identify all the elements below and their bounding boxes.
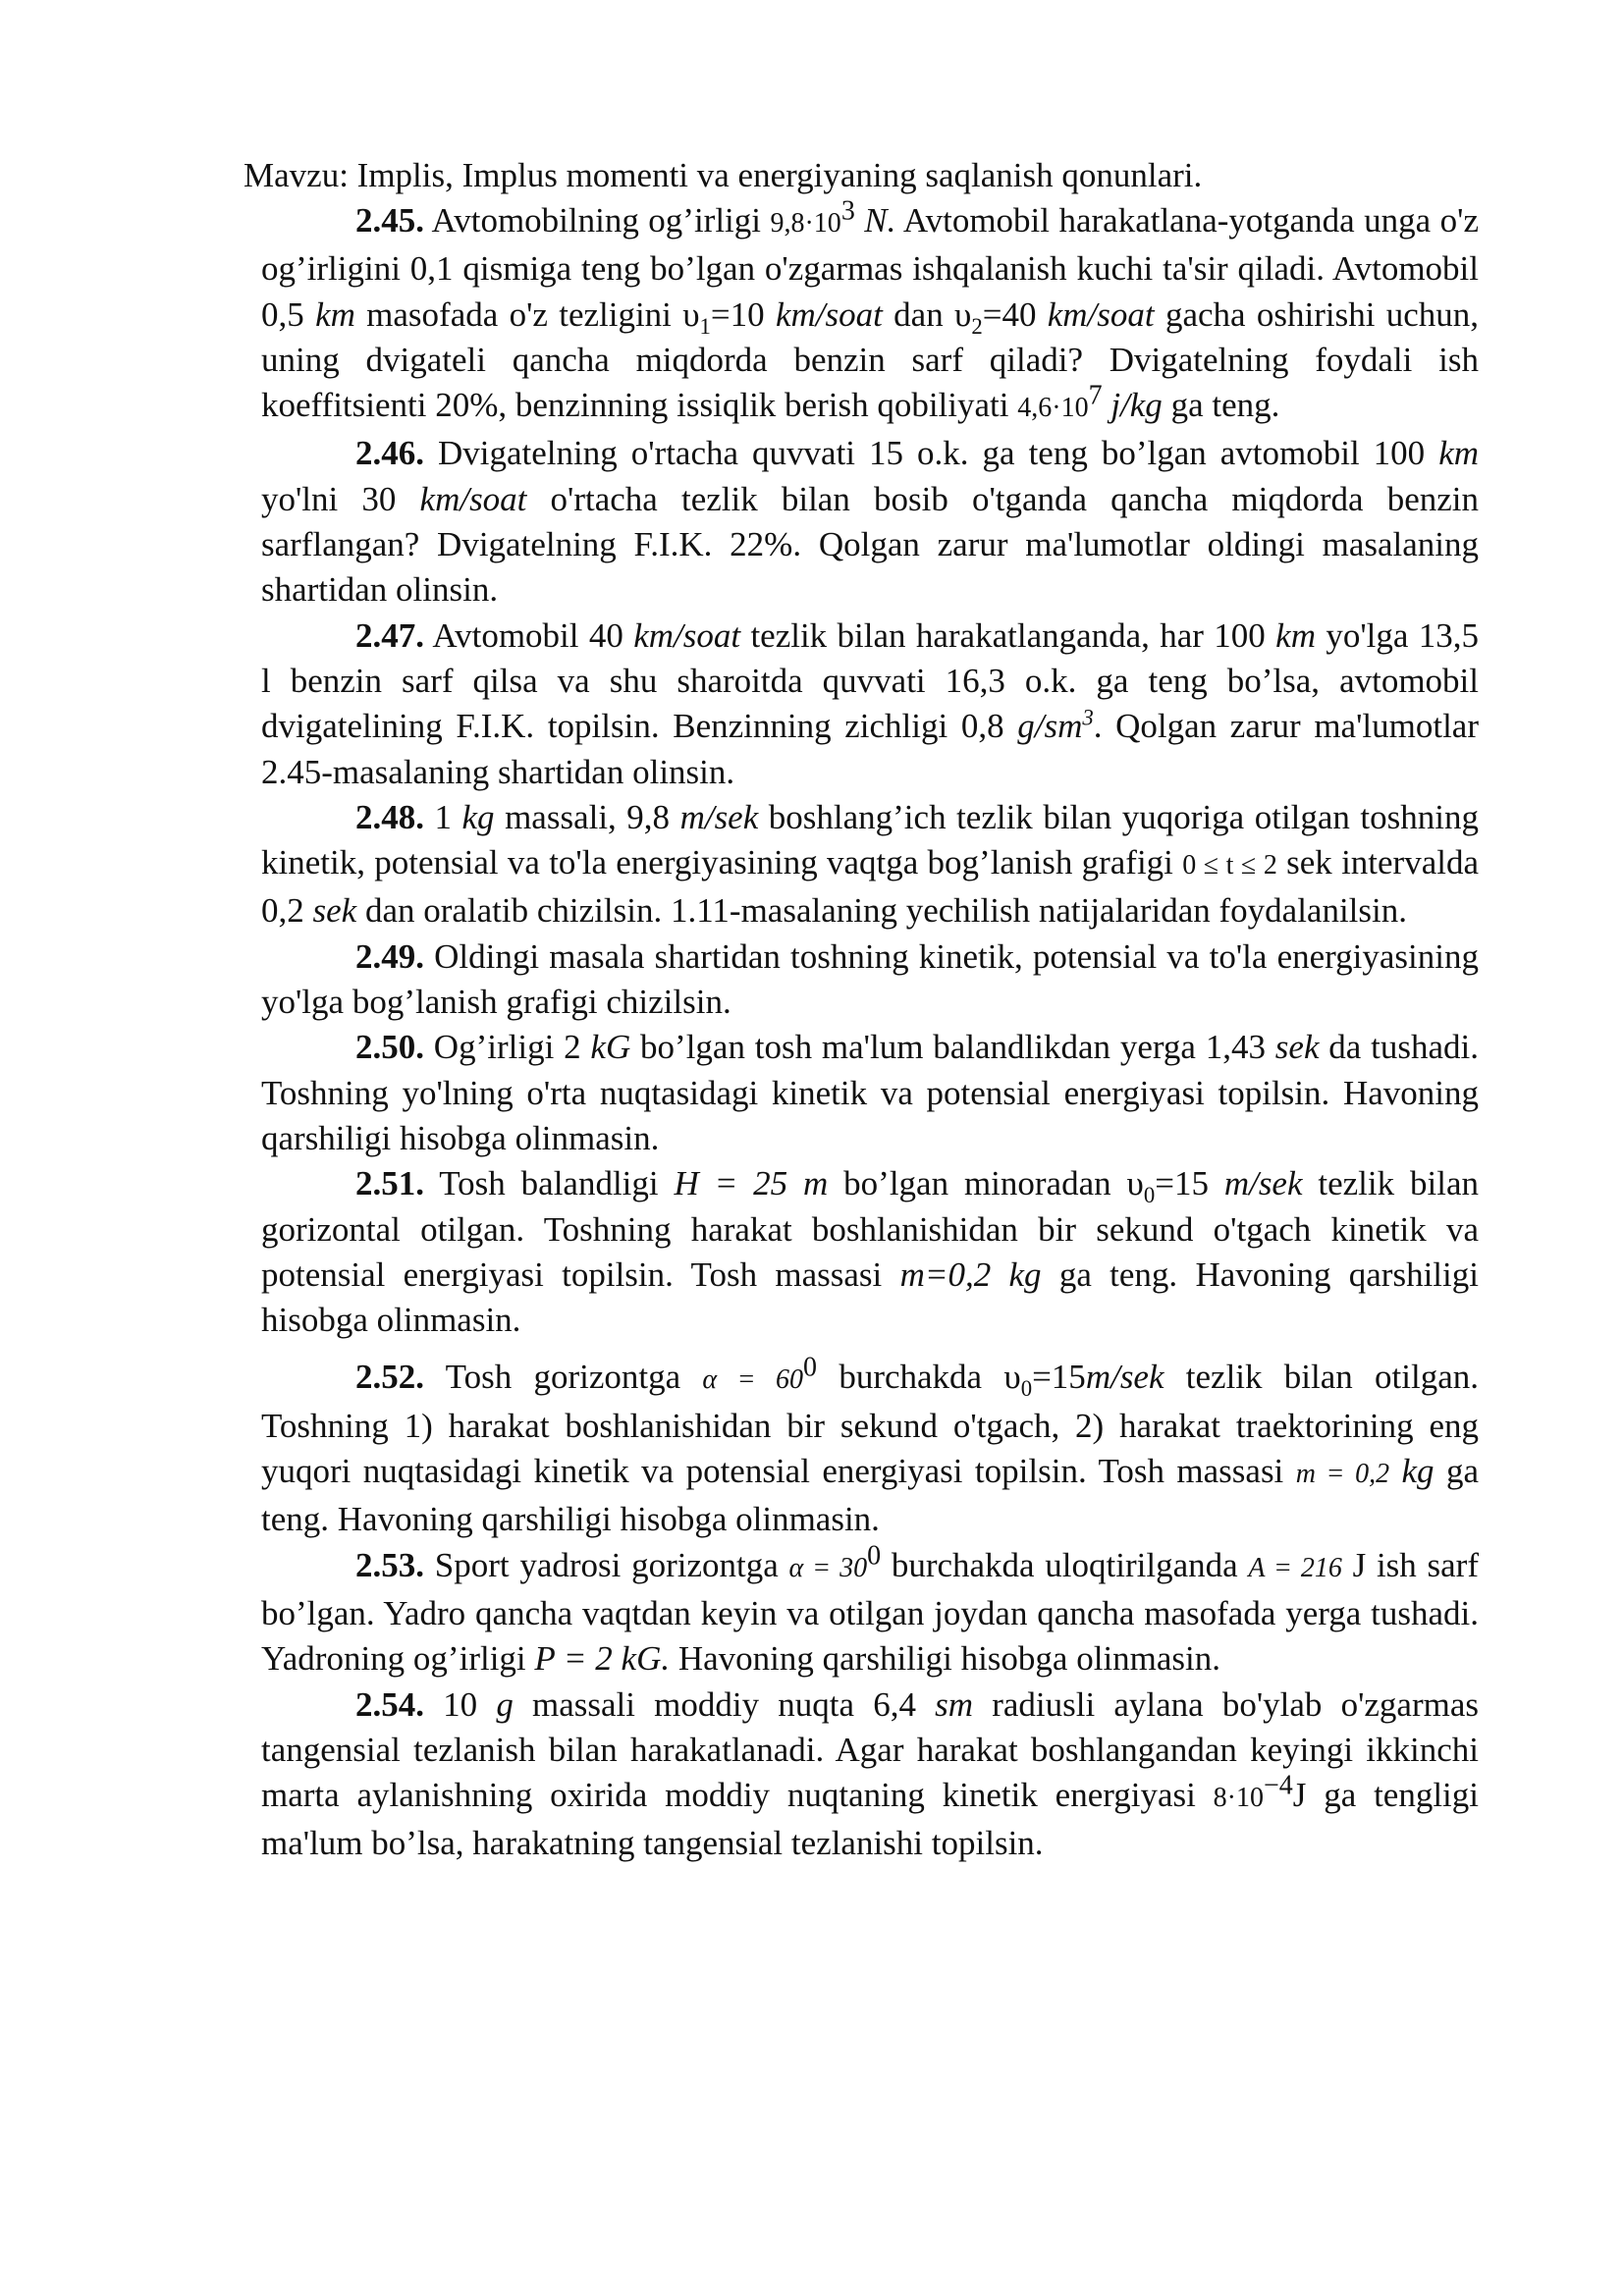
problem-number: 2.53. [355, 1545, 424, 1584]
problem-number: 2.46. [355, 434, 424, 473]
problem-number: 2.48. [355, 797, 424, 836]
problem-number: 2.45. [355, 201, 424, 240]
problem-2-47: 2.47. Avtomobil 40 km/soat tezlik bilan harakatlanganda, har 100 km yo'lga 13,5 l benzin sarf qilsa va shu sharoitda quvvati 16,3 o.k. ga teng bo’lsa, avtomobil dvigatelining F.I.K. topilsin. Benzinning zichligi 0,8 $g/sm^3$. Qolgan zarur ma'lumotlar 2.45-masalaning shartidan olinsin. [261, 614, 1479, 795]
problem-number: 2.51. [355, 1164, 424, 1203]
problem-2-48: 2.48. 1 kg massali, 9,8 m/sek boshlang’ich tezlik bilan yuqoriga otilgan toshning kinetik, potensial va to'la energiyasining vaqtga bog’lanish grafigi 0 ≤ t ≤ 2 sek intervalda 0,2 sek dan oralatib chizilsin. 1.11-masalaning yechilish natijalaridan foydalanilsin. [261, 795, 1479, 934]
problem-2-53: 2.53. Sport yadrosi gorizontga $\alpha = 30^0$ burchakda uloqtirilganda A = 216 J ish sarf bo’lgan. Yadro qancha vaqtdan keyin va otilgan joydan qancha masofada yerga tushadi. Yadroning og’irligi P = 2 kG. Havoning qarshiligi hisobga olinmasin. [261, 1539, 1479, 1679]
problem-2-52: 2.52. Tosh gorizontga $\alpha = 60^0$ burchakda $\upsilon_0=15m$/sek tezlik bilan otilgan. Toshning 1) harakat boshlanishidan bir sekund o'tgach, 2) harakat traektorining eng yuqori nuqtasidagi kinetik va potensial energiyasi topilsin. Tosh massasi m = 0,2 kg ga teng. Havoning qarshiligi hisobga olinmasin. [261, 1352, 1480, 1539]
problem-number: 2.50. [355, 1028, 424, 1067]
problem-2-49: 2.49. Oldingi masala shartidan toshning kinetik, potensial va to'la energiyasining yo'lga bog’lanish grafigi chizilsin. [261, 934, 1479, 1026]
problem-2-51: 2.51. Tosh balandligi H = 25 m bo’lgan minoradan $\upsilon_0=15$ m/sek tezlik bilan gorizontal otilgan. Toshning harakat boshlanishidan bir sekund o'tgach kinetik va potensial energiyasi topilsin. Tosh massasi m=0,2 kg ga teng. Havoning qarshiligi hisobga olinmasin. [261, 1161, 1479, 1343]
topic-heading: Mavzu: Implis, Implus momenti va energiyaning saqlanish qonunlari. [244, 156, 1203, 194]
problem-number: 2.49. [355, 936, 424, 976]
problem-number: 2.47. [355, 615, 424, 655]
problem-list [261, 195, 1480, 1867]
problem-2-54: 2.54. 10 g massali moddiy nuqta 6,4 sm radiusli aylana bo'ylab o'zgarmas tangensial tezlanish bilan harakatlanadi. Agar harakat boshlangandan keyingi ikkinchi marta aylanishning oxirida moddiy nuqtaning kinetik energiyasi $8\cdot 10^{-4}J$ ga tengligi ma'lum bo’lsa, harakatning tangensial tezlanishi topilsin. [261, 1682, 1479, 1867]
problem-2-50: 2.50. Og’irligi 2 kG bo’lgan tosh ma'lum balandlikdan yerga 1,43 sek da tushadi. Toshning yo'lning o'rta nuqtasidagi kinetik va potensial energiyasi topilsin. Havoning qarshiligi hisobga olinmasin. [261, 1025, 1479, 1161]
problem-number: 2.54. [355, 1684, 424, 1724]
problem-2-45: 2.45. Avtomobilning og’irligi $9,8\cdot 10^3$ N. Avtomobil harakatlana-yotganda unga o'z og’irligini 0,1 qismiga teng bo’lgan o'zgarmas ishqalanish kuchi ta'sir qiladi. Avtomobil 0,5 km masofada o'z tezligini $\upsilon_1=10$ km/soat dan $\upsilon_2=40$ km/soat gacha oshirishi uchun, uning dvigateli qancha miqdorda benzin sarf qiladi? Dvigatelning foydali ish koeffitsienti 20%, benzinning issiqlik berish qobiliyati $4,6\cdot 10^7$ j/kg ga teng. [261, 195, 1480, 425]
problem-2-46: 2.46. Dvigatelning o'rtacha quvvati 15 o.k. ga teng bo’lgan avtomobil 100 km yo'lni 30 km/soat o'rtacha tezlik bilan bosib o'tganda qancha miqdorda benzin sarflangan? Dvigatelning F.I.K. 22%. Qolgan zarur ma'lumotlar oldingi masalaning shartidan olinsin. [261, 431, 1479, 613]
problem-number: 2.52. [355, 1358, 424, 1397]
